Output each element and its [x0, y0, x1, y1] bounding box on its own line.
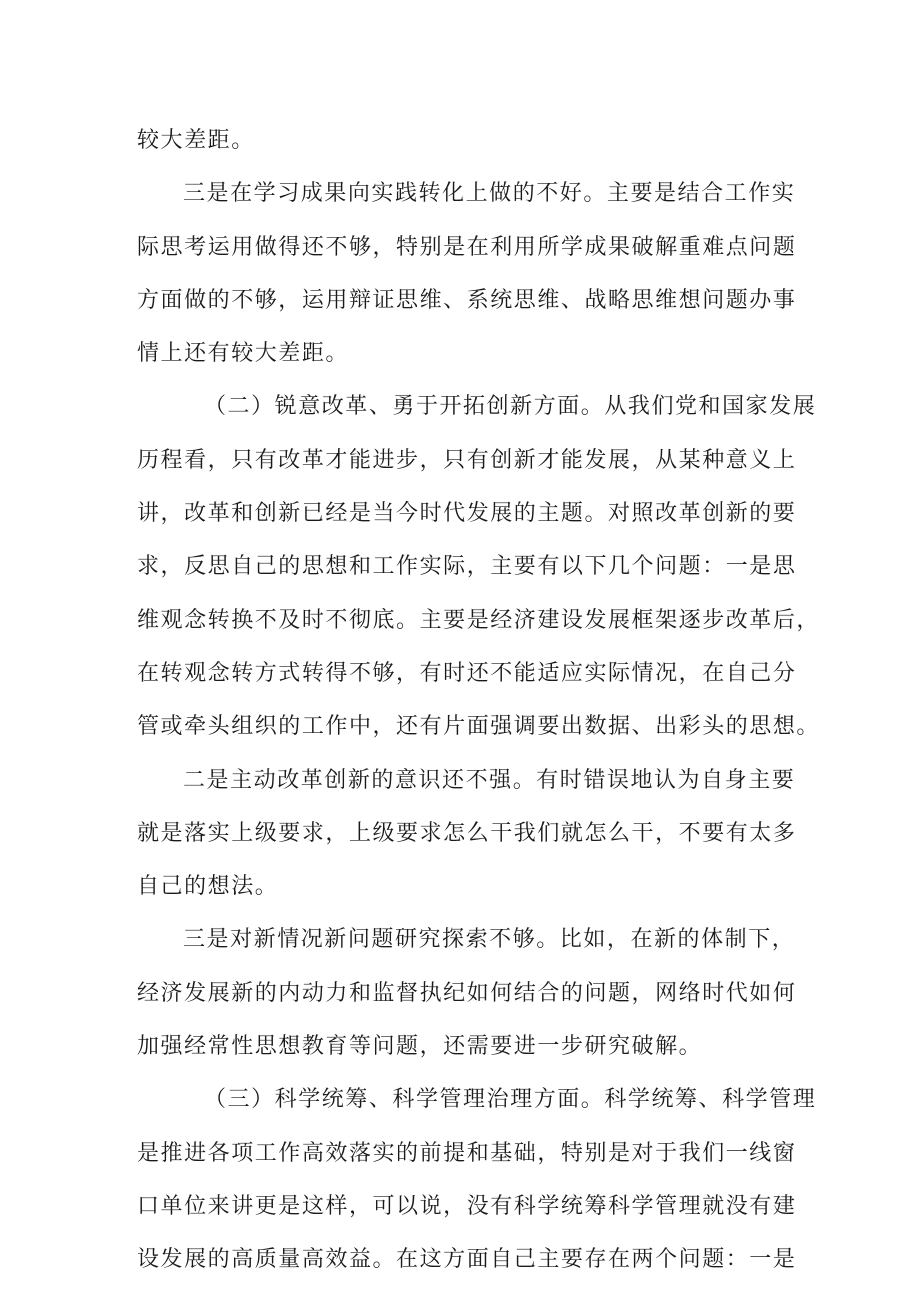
text-line: 经济发展新的内动力和监督执纪如何结合的问题，网络时代如何: [137, 980, 797, 1006]
document-body: [137, 114, 820, 1287]
text-line: 方面做的不够，运用辩证思维、系统思维、战略思维想问题办事: [137, 287, 797, 313]
text-line: 在转观念转方式转得不够，有时还不能适应实际情况，在自己分: [137, 660, 797, 686]
text-line: 求，反思自己的思想和工作实际，主要有以下几个问题：一是思: [137, 554, 797, 580]
text-line: 维观念转换不及时不彻底。主要是经济建设发展框架逐步改革后，: [137, 607, 820, 633]
text-line: 就是落实上级要求，上级要求怎么干我们就怎么干，不要有太多: [137, 820, 797, 846]
text-line: 加强经常性思想教育等问题，还需要进一步研究破解。: [137, 1034, 703, 1060]
text-line: 是推进各项工作高效落实的前提和基础，特别是对于我们一线窗: [137, 1140, 797, 1166]
text-line: 自己的想法。: [137, 874, 279, 900]
text-line: 较大差距。: [137, 128, 255, 153]
section-heading-line: （二）锐意改革、勇于开拓创新方面。从我们党和国家发展: [204, 394, 817, 420]
section-heading-line: （三）科学统筹、科学管理治理方面。科学统筹、科学管理: [204, 1087, 817, 1113]
paragraph-start-line: 二是主动改革创新的意识还不强。有时错误地认为自身主要: [183, 767, 796, 793]
text-line: 际思考运用做得还不够，特别是在利用所学成果破解重难点问题: [137, 234, 797, 260]
paragraph-start-line: 三是在学习成果向实践转化上做的不好。主要是结合工作实: [183, 181, 796, 207]
text-line: 历程看，只有改革才能进步，只有创新才能发展，从某种意义上: [137, 447, 797, 473]
text-line: 情上还有较大差距。: [137, 341, 349, 367]
paragraph-start-line: 三是对新情况新问题研究探索不够。比如，在新的体制下，: [183, 927, 796, 953]
text-line: 管或牵头组织的工作中，还有片面强调要出数据、出彩头的思想。: [137, 714, 820, 740]
text-line: 口单位来讲更是这样，可以说，没有科学统筹科学管理就没有建: [137, 1193, 797, 1219]
text-line: 设发展的高质量高效益。在这方面自己主要存在两个问题：一是: [137, 1247, 797, 1273]
text-line: 讲，改革和创新已经是当今时代发展的主题。对照改革创新的要: [137, 501, 797, 527]
